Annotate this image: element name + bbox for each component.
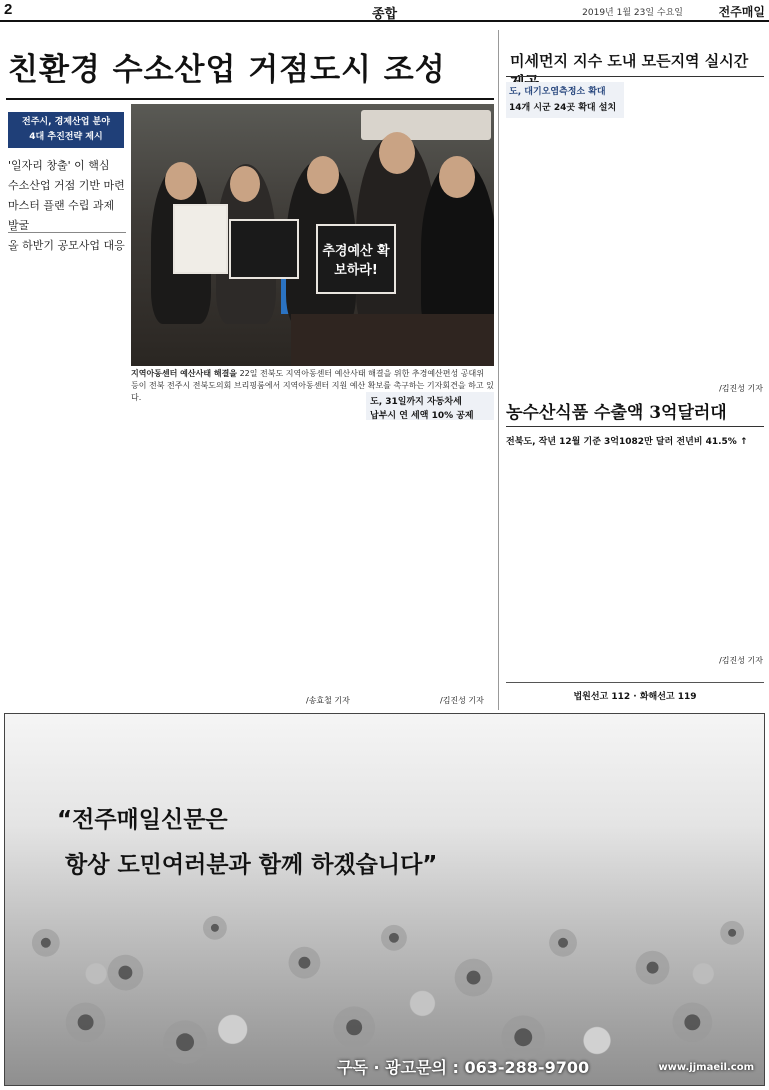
photo-sign bbox=[173, 204, 228, 274]
middle-subhead-line1: 도, 31일까지 자동차세 bbox=[370, 397, 462, 407]
page-number: 2 bbox=[4, 1, 13, 18]
lead-rule bbox=[8, 232, 126, 233]
ad-contact: 구독 · 광고문의 : 063-288-9700 bbox=[337, 1058, 590, 1077]
photo-banner bbox=[361, 110, 491, 140]
main-article-credit: /송효철 기자 bbox=[306, 696, 350, 705]
section-title: 종합 bbox=[371, 7, 398, 22]
photo-sign bbox=[316, 224, 396, 294]
lead-line: 올 하반기 공모사업 대응 bbox=[8, 239, 125, 252]
ad-website-link[interactable]: www.jjmaeil.com bbox=[658, 1062, 754, 1073]
ad-slogan-line1: “전주매일신문은 bbox=[57, 807, 228, 833]
issue-date: 2019년 1월 23일 수요일 bbox=[582, 8, 683, 18]
right-headline: 미세먼지 지수 도내 모든지역 실시간 bbox=[510, 52, 749, 70]
photo-caption-title: 지역아동센터 예산사태 해결을 bbox=[131, 369, 238, 378]
right-subhead-line2: 14개 시군 24곳 확대 설치 bbox=[509, 103, 617, 113]
sunflower-field-image bbox=[5, 714, 764, 1085]
middle-subhead bbox=[370, 395, 494, 423]
right-headline-2-rule bbox=[506, 426, 764, 427]
law-firm-strip: 법원선고 112 · 화해선고 119 bbox=[506, 682, 764, 706]
lead-line: 수소산업 거점 기반 마련 bbox=[8, 179, 125, 192]
lead-line: 마스터 플랜 수립 과제 발굴 bbox=[8, 199, 115, 232]
news-photo bbox=[131, 104, 494, 366]
photo-face bbox=[439, 156, 475, 198]
right-subhead-2: 전북도, 작년 12월 기준 3억1082만 달러 전년비 41.5% ↑ bbox=[506, 437, 748, 447]
middle-subhead-line2: 납부시 연 세액 10% 공제 bbox=[370, 411, 474, 421]
right-article-credit: /김진성 기자 bbox=[719, 384, 763, 393]
photo-face bbox=[165, 162, 197, 200]
right-article-2-credit: /김진성 기자 bbox=[719, 656, 763, 665]
paper-name: 전주매일 bbox=[718, 5, 765, 19]
photo-face bbox=[379, 132, 415, 174]
middle-article-credit: /김진성 기자 bbox=[440, 696, 484, 705]
headline-rule bbox=[6, 98, 494, 100]
photo-caption-body: 22일 전북도 지역아동센터 예산사태 해결을 위한 추경예산편성 공대위 등이 전북 전주시 전북도의회 브리핑룸에서 지역아동센터 지원 예산 확보를 촉구하는 기자회견을 하고 있다. bbox=[131, 369, 494, 402]
right-subhead bbox=[506, 82, 624, 118]
photo-sign bbox=[229, 219, 299, 279]
page-header bbox=[0, 0, 769, 22]
photo-face bbox=[230, 166, 260, 202]
right-subhead-line1: 도, 대기오염측정소 확대 bbox=[509, 87, 606, 97]
main-subhead-box bbox=[8, 112, 124, 148]
photo-face bbox=[307, 156, 339, 194]
right-headline-2: 농수산식품 수출액 3억달러대 bbox=[506, 403, 727, 423]
column-divider bbox=[498, 30, 499, 710]
ad-slogan-line2: 항상 도민여러분과 함께 하겠습니다” bbox=[65, 852, 438, 878]
main-lead bbox=[8, 156, 126, 256]
right-headline-rule bbox=[506, 76, 764, 77]
photo-sign-text: 추경예산 확보하라! bbox=[322, 244, 390, 278]
main-subhead-line2: 4대 추진전략 제시 bbox=[29, 132, 103, 142]
main-headline: 친환경 수소산업 거점도시 조성 bbox=[8, 52, 446, 88]
photo-podium bbox=[291, 314, 494, 366]
main-subhead-line1: 전주시, 경제산업 분야 bbox=[22, 117, 110, 127]
lead-line: '일자리 창출' 이 핵심 bbox=[8, 159, 110, 172]
advertisement-banner[interactable] bbox=[4, 713, 765, 1086]
